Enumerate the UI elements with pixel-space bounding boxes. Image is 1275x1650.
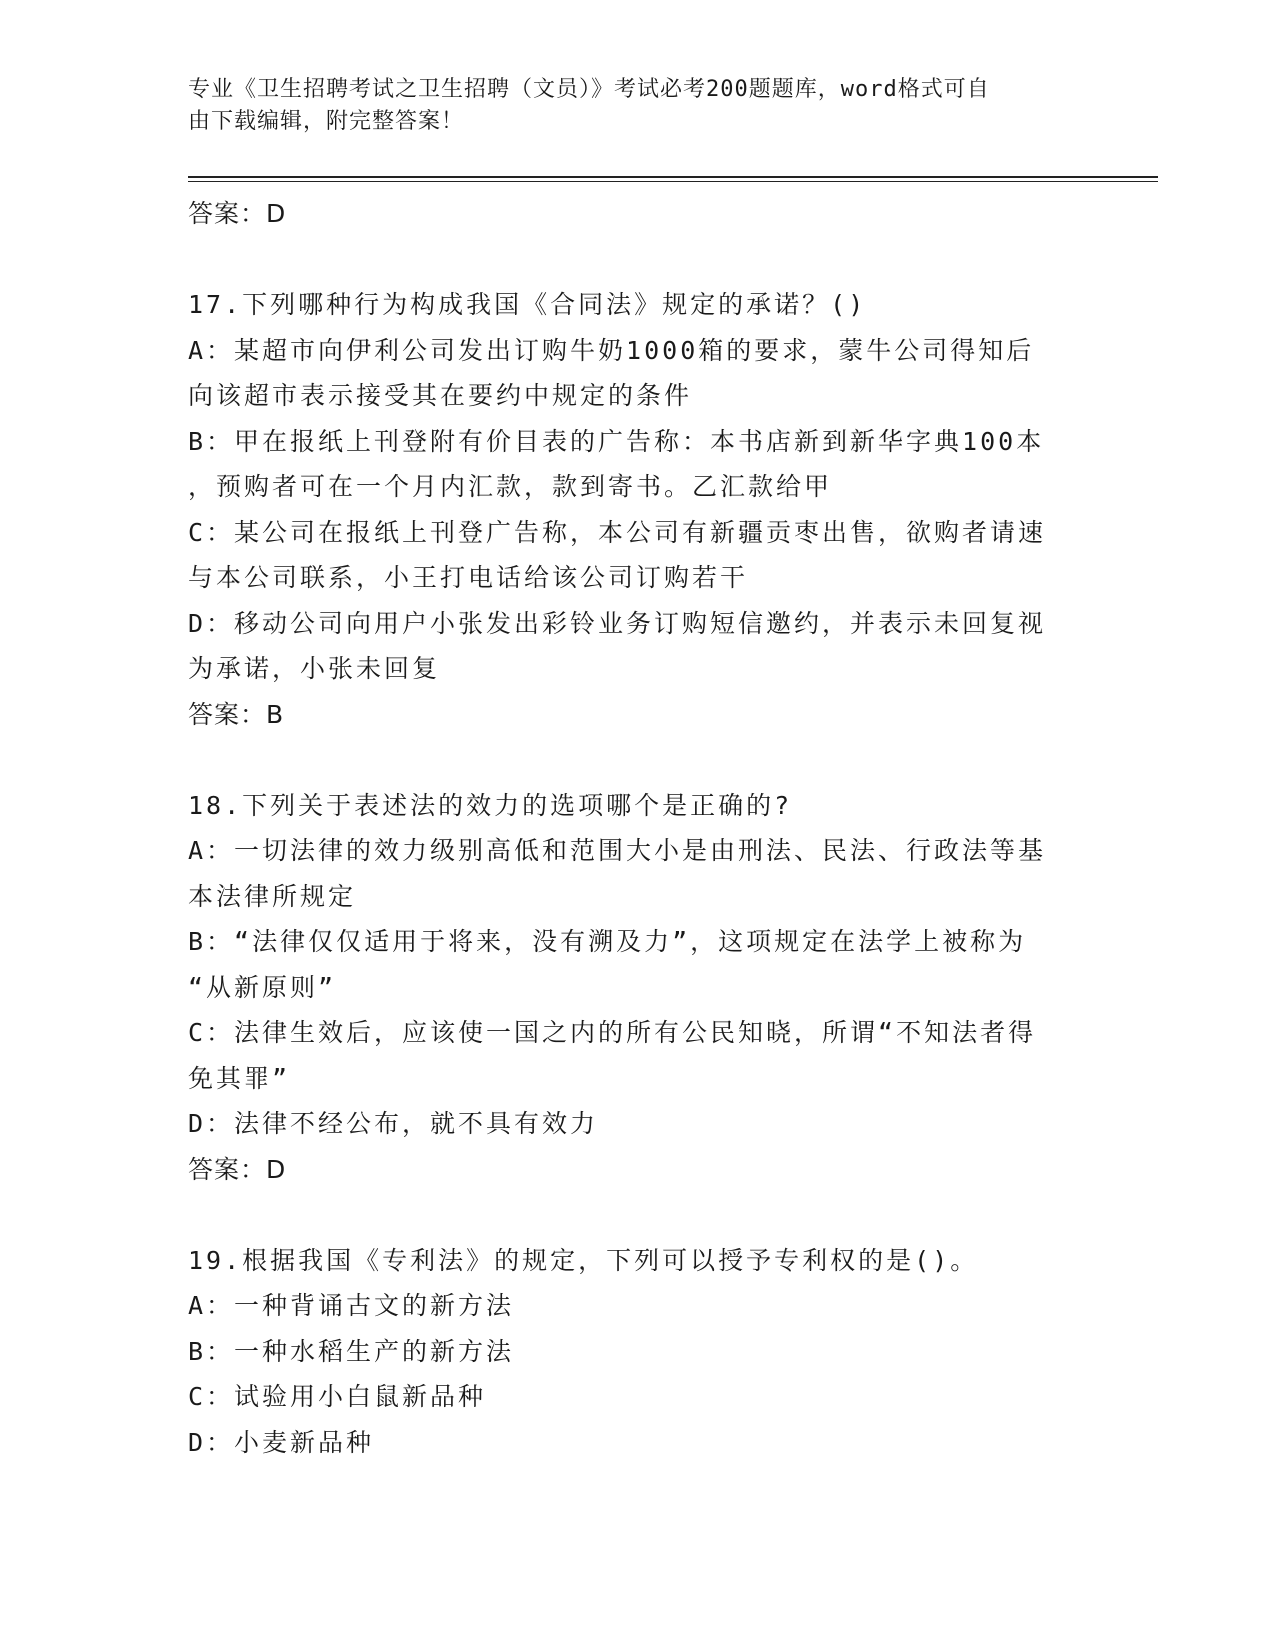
question-18 bbox=[188, 783, 1088, 1193]
question-stem: 19.根据我国《专利法》的规定，下列可以授予专利权的是()。 bbox=[188, 1245, 979, 1275]
option-c-cont: 与本公司联系，小王打电话给该公司订购若干 bbox=[188, 563, 749, 592]
option-a-cont: 本法律所规定 bbox=[188, 881, 357, 911]
option-b-cont: “从新原则” bbox=[188, 972, 337, 1002]
header-divider-thin bbox=[188, 181, 1158, 182]
option-a-cont: 向该超市表示接受其在要约中规定的条件 bbox=[188, 381, 693, 410]
spacer bbox=[188, 237, 1088, 283]
question-17 bbox=[188, 282, 1088, 737]
option-a: A：某超市向伊利公司发出订购牛奶1000箱的要求，蒙牛公司得知后 bbox=[188, 335, 1035, 365]
option-d: D：法律不经公布，就不具有效力 bbox=[188, 1109, 599, 1138]
spacer bbox=[188, 737, 1088, 783]
question-19 bbox=[188, 1238, 1088, 1466]
option-c: C：法律生效后，应该使一国之内的所有公民知晓，所谓“不知法者得 bbox=[188, 1018, 1037, 1047]
header-line-2: 由下载编辑，附完整答案！ bbox=[188, 109, 465, 134]
header-divider-thick bbox=[188, 176, 1158, 178]
option-c: C：试验用小白鼠新品种 bbox=[188, 1382, 487, 1411]
document-body bbox=[188, 191, 1088, 1465]
header-line-1: 专业《卫生招聘考试之卫生招聘（文员）》考试必考200题题库，word格式可自 bbox=[188, 77, 990, 102]
option-c: C：某公司在报纸上刊登广告称，本公司有新疆贡枣出售，欲购者请速 bbox=[188, 517, 1047, 547]
option-b: B：“法律仅仅适用于将来，没有溯及力”，这项规定在法学上被称为 bbox=[188, 927, 1027, 956]
option-c-cont: 免其罪” bbox=[188, 1063, 291, 1093]
question-stem: 18.下列关于表述法的效力的选项哪个是正确的? bbox=[188, 790, 793, 820]
option-d: D：移动公司向用户小张发出彩铃业务订购短信邀约，并表示未回复视 bbox=[188, 608, 1047, 638]
answer: 答案：D bbox=[188, 1154, 287, 1184]
question-stem: 17.下列哪种行为构成我国《合同法》规定的承诺？() bbox=[188, 290, 867, 319]
option-b: B：甲在报纸上刊登附有价目表的广告称：本书店新到新华字典100本 bbox=[188, 426, 1045, 456]
document-header bbox=[188, 74, 1088, 138]
spacer bbox=[188, 1192, 1088, 1238]
option-a: A：一种背诵古文的新方法 bbox=[188, 1291, 515, 1320]
answer-previous: 答案：D bbox=[188, 199, 287, 228]
option-a: A：一切法律的效力级别高低和范围大小是由刑法、民法、行政法等基 bbox=[188, 836, 1047, 865]
option-d: D：小麦新品种 bbox=[188, 1427, 375, 1457]
option-b: B：一种水稻生产的新方法 bbox=[188, 1336, 515, 1366]
option-b-cont: ，预购者可在一个月内汇款，款到寄书。乙汇款给甲 bbox=[188, 472, 833, 501]
answer: 答案：B bbox=[188, 699, 285, 729]
option-d-cont: 为承诺，小张未回复 bbox=[188, 654, 441, 683]
